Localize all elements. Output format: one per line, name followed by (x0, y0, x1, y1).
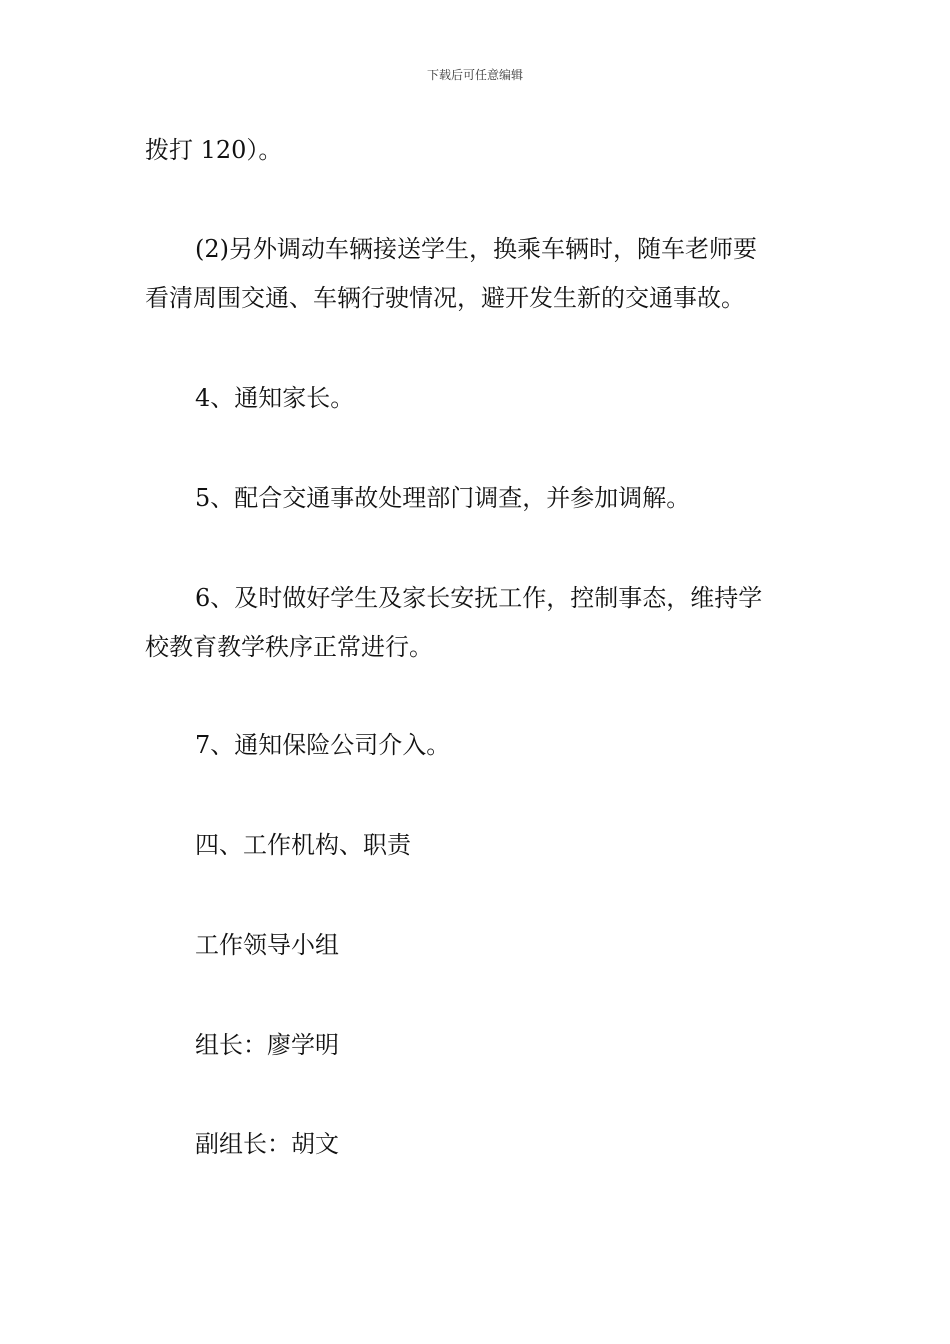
paragraph-notify-insurance (145, 721, 810, 770)
paragraph-cooperate-investigation (145, 474, 810, 523)
paragraph-line: 4、通知家长。 (195, 384, 355, 412)
paragraph-group-leader (145, 1021, 810, 1070)
paragraph-deputy-leader (145, 1120, 810, 1169)
paragraph-dial-120 (145, 126, 810, 175)
paragraph-arrange-vehicles (145, 225, 810, 323)
paragraph-line: 6、及时做好学生及家长安抚工作，控制事态，维持学 (195, 584, 763, 612)
paragraph-line: 副组长：胡文 (195, 1130, 339, 1158)
paragraph-line: 看清周围交通、车辆行驶情况，避开发生新的交通事故。 (145, 284, 745, 312)
paragraph-line: 组长：廖学明 (195, 1031, 339, 1059)
paragraph-line: 四、工作机构、职责 (195, 831, 411, 859)
paragraph-notify-parents (145, 374, 810, 423)
paragraph-line: (2)另外调动车辆接送学生，换乘车辆时，随车老师要 (195, 235, 757, 263)
paragraph-line: 校教育教学秩序正常进行。 (145, 633, 433, 661)
paragraph-leading-group (145, 921, 810, 970)
paragraph-line: 5、配合交通事故处理部门调查，并参加调解。 (195, 484, 691, 512)
paragraph-line: 7、通知保险公司介入。 (195, 731, 451, 759)
page-header: 下载后可任意编辑 (426, 68, 523, 82)
section-heading-organization (145, 821, 810, 870)
paragraph-comfort-students (145, 574, 810, 672)
paragraph-line: 工作领导小组 (195, 931, 339, 959)
paragraph-line: 拨打 120）。 (145, 136, 283, 164)
